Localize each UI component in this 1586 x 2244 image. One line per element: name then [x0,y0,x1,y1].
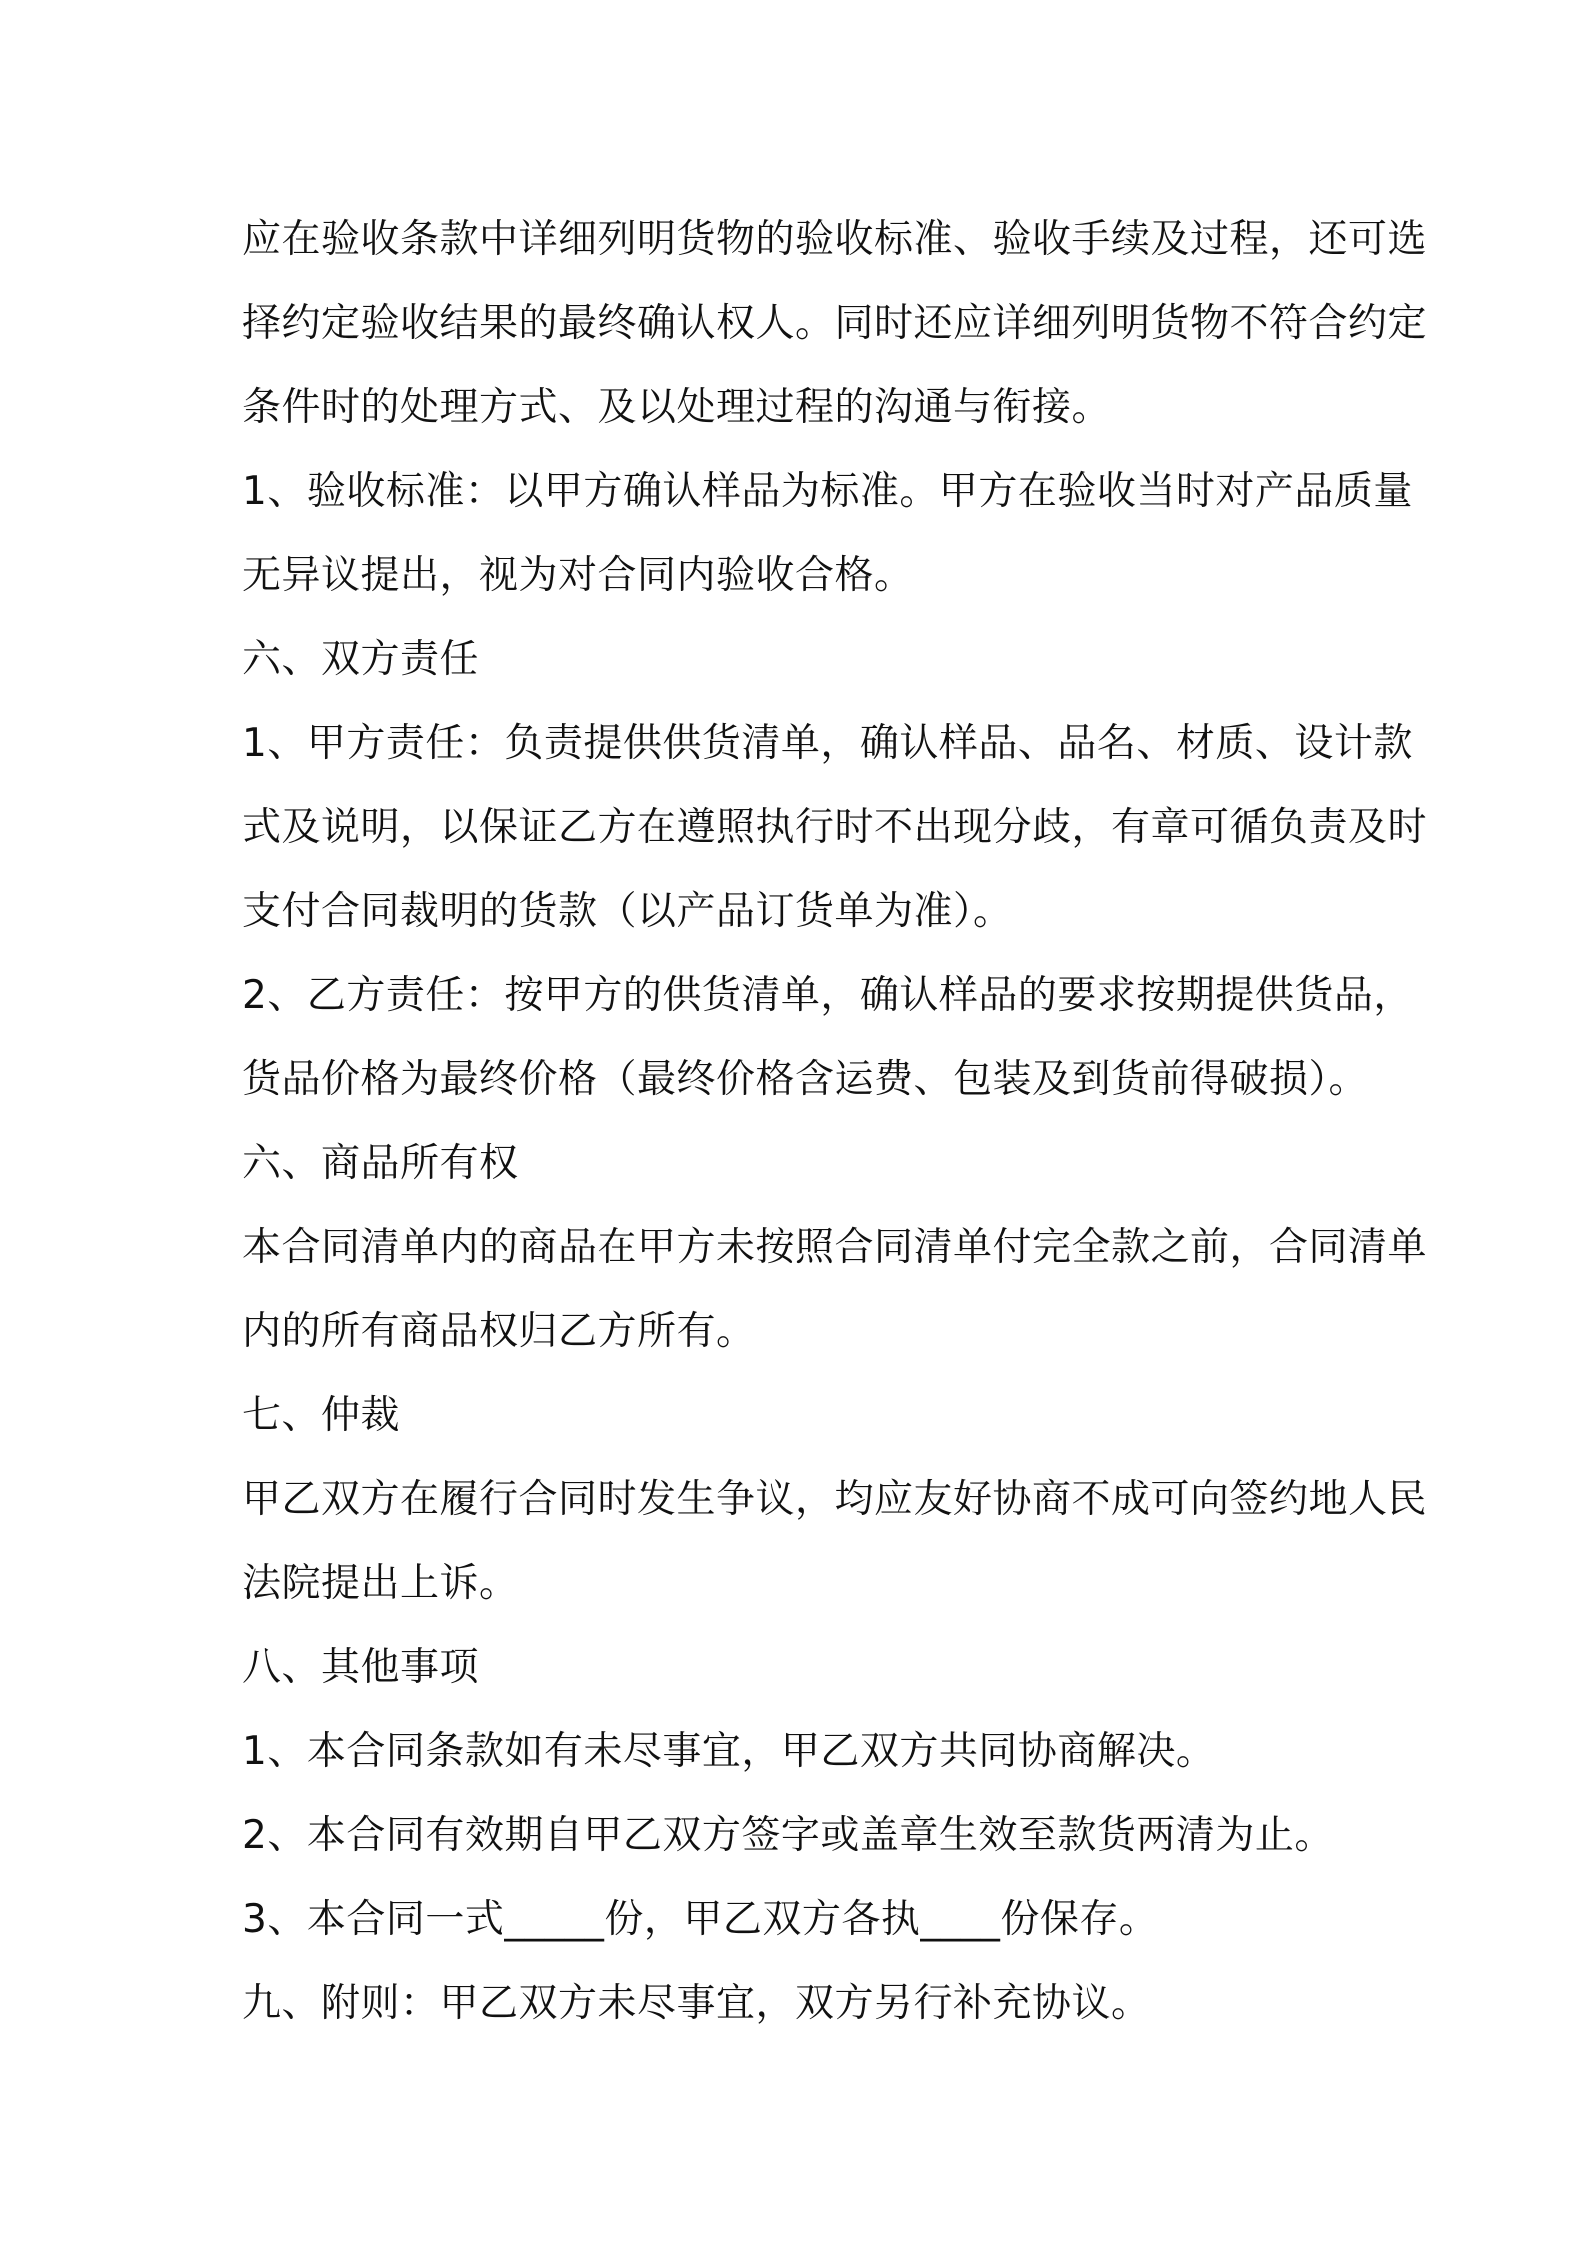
paragraph-line: 应在验收条款中详细列明货物的验收标准、验收手续及过程，还可选 [242,217,1428,262]
paragraph-line: 内的所有商品权归乙方所有。 [242,1309,756,1354]
clause-line: 1、甲方责任：负责提供供货清单，确认样品、品名、材质、设计款 [242,721,1413,766]
clause-line: 1、验收标准：以甲方确认样品为标准。甲方在验收当时对产品质量 [242,469,1413,514]
clause-line: 无异议提出，视为对合同内验收合格。 [242,553,914,598]
clause-line: 2、乙方责任：按甲方的供货清单，确认样品的要求按期提供货品， [242,973,1413,1018]
section-heading-other-matters: 八、其他事项 [242,1645,480,1690]
clause-line: 2、本合同有效期自甲乙双方签字或盖章生效至款货两清为止。 [242,1813,1334,1858]
document-body [242,198,1428,2046]
section-heading-responsibilities: 六、双方责任 [242,637,480,682]
paragraph-line: 择约定验收结果的最终确认权人。同时还应详细列明货物不符合约定 [242,301,1428,346]
paragraph-line: 甲乙双方在履行合同时发生争议，均应友好协商不成可向签约地人民 [242,1477,1428,1522]
clause-line: 支付合同裁明的货款（以产品订货单为准）。 [242,889,1013,934]
paragraph-line: 本合同清单内的商品在甲方未按照合同清单付完全款之前，合同清单 [242,1225,1428,1270]
section-heading-supplementary: 九、附则：甲乙双方未尽事宜，双方另行补充协议。 [242,1981,1151,2026]
clause-line: 3、本合同一式_____份，甲乙双方各执____份保存。 [242,1897,1159,1942]
clause-line: 货品价格为最终价格（最终价格含运费、包装及到货前得破损）。 [242,1057,1369,1102]
clause-line: 1、本合同条款如有未尽事宜，甲乙双方共同协商解决。 [242,1729,1216,1774]
paragraph-line: 法院提出上诉。 [242,1561,519,1606]
paragraph-line: 条件时的处理方式、及以处理过程的沟通与衔接。 [242,385,1112,430]
section-heading-ownership: 六、商品所有权 [242,1141,519,1186]
section-heading-arbitration: 七、仲裁 [242,1393,401,1438]
clause-line: 式及说明，以保证乙方在遵照执行时不出现分歧，有章可循负责及时 [242,805,1428,850]
